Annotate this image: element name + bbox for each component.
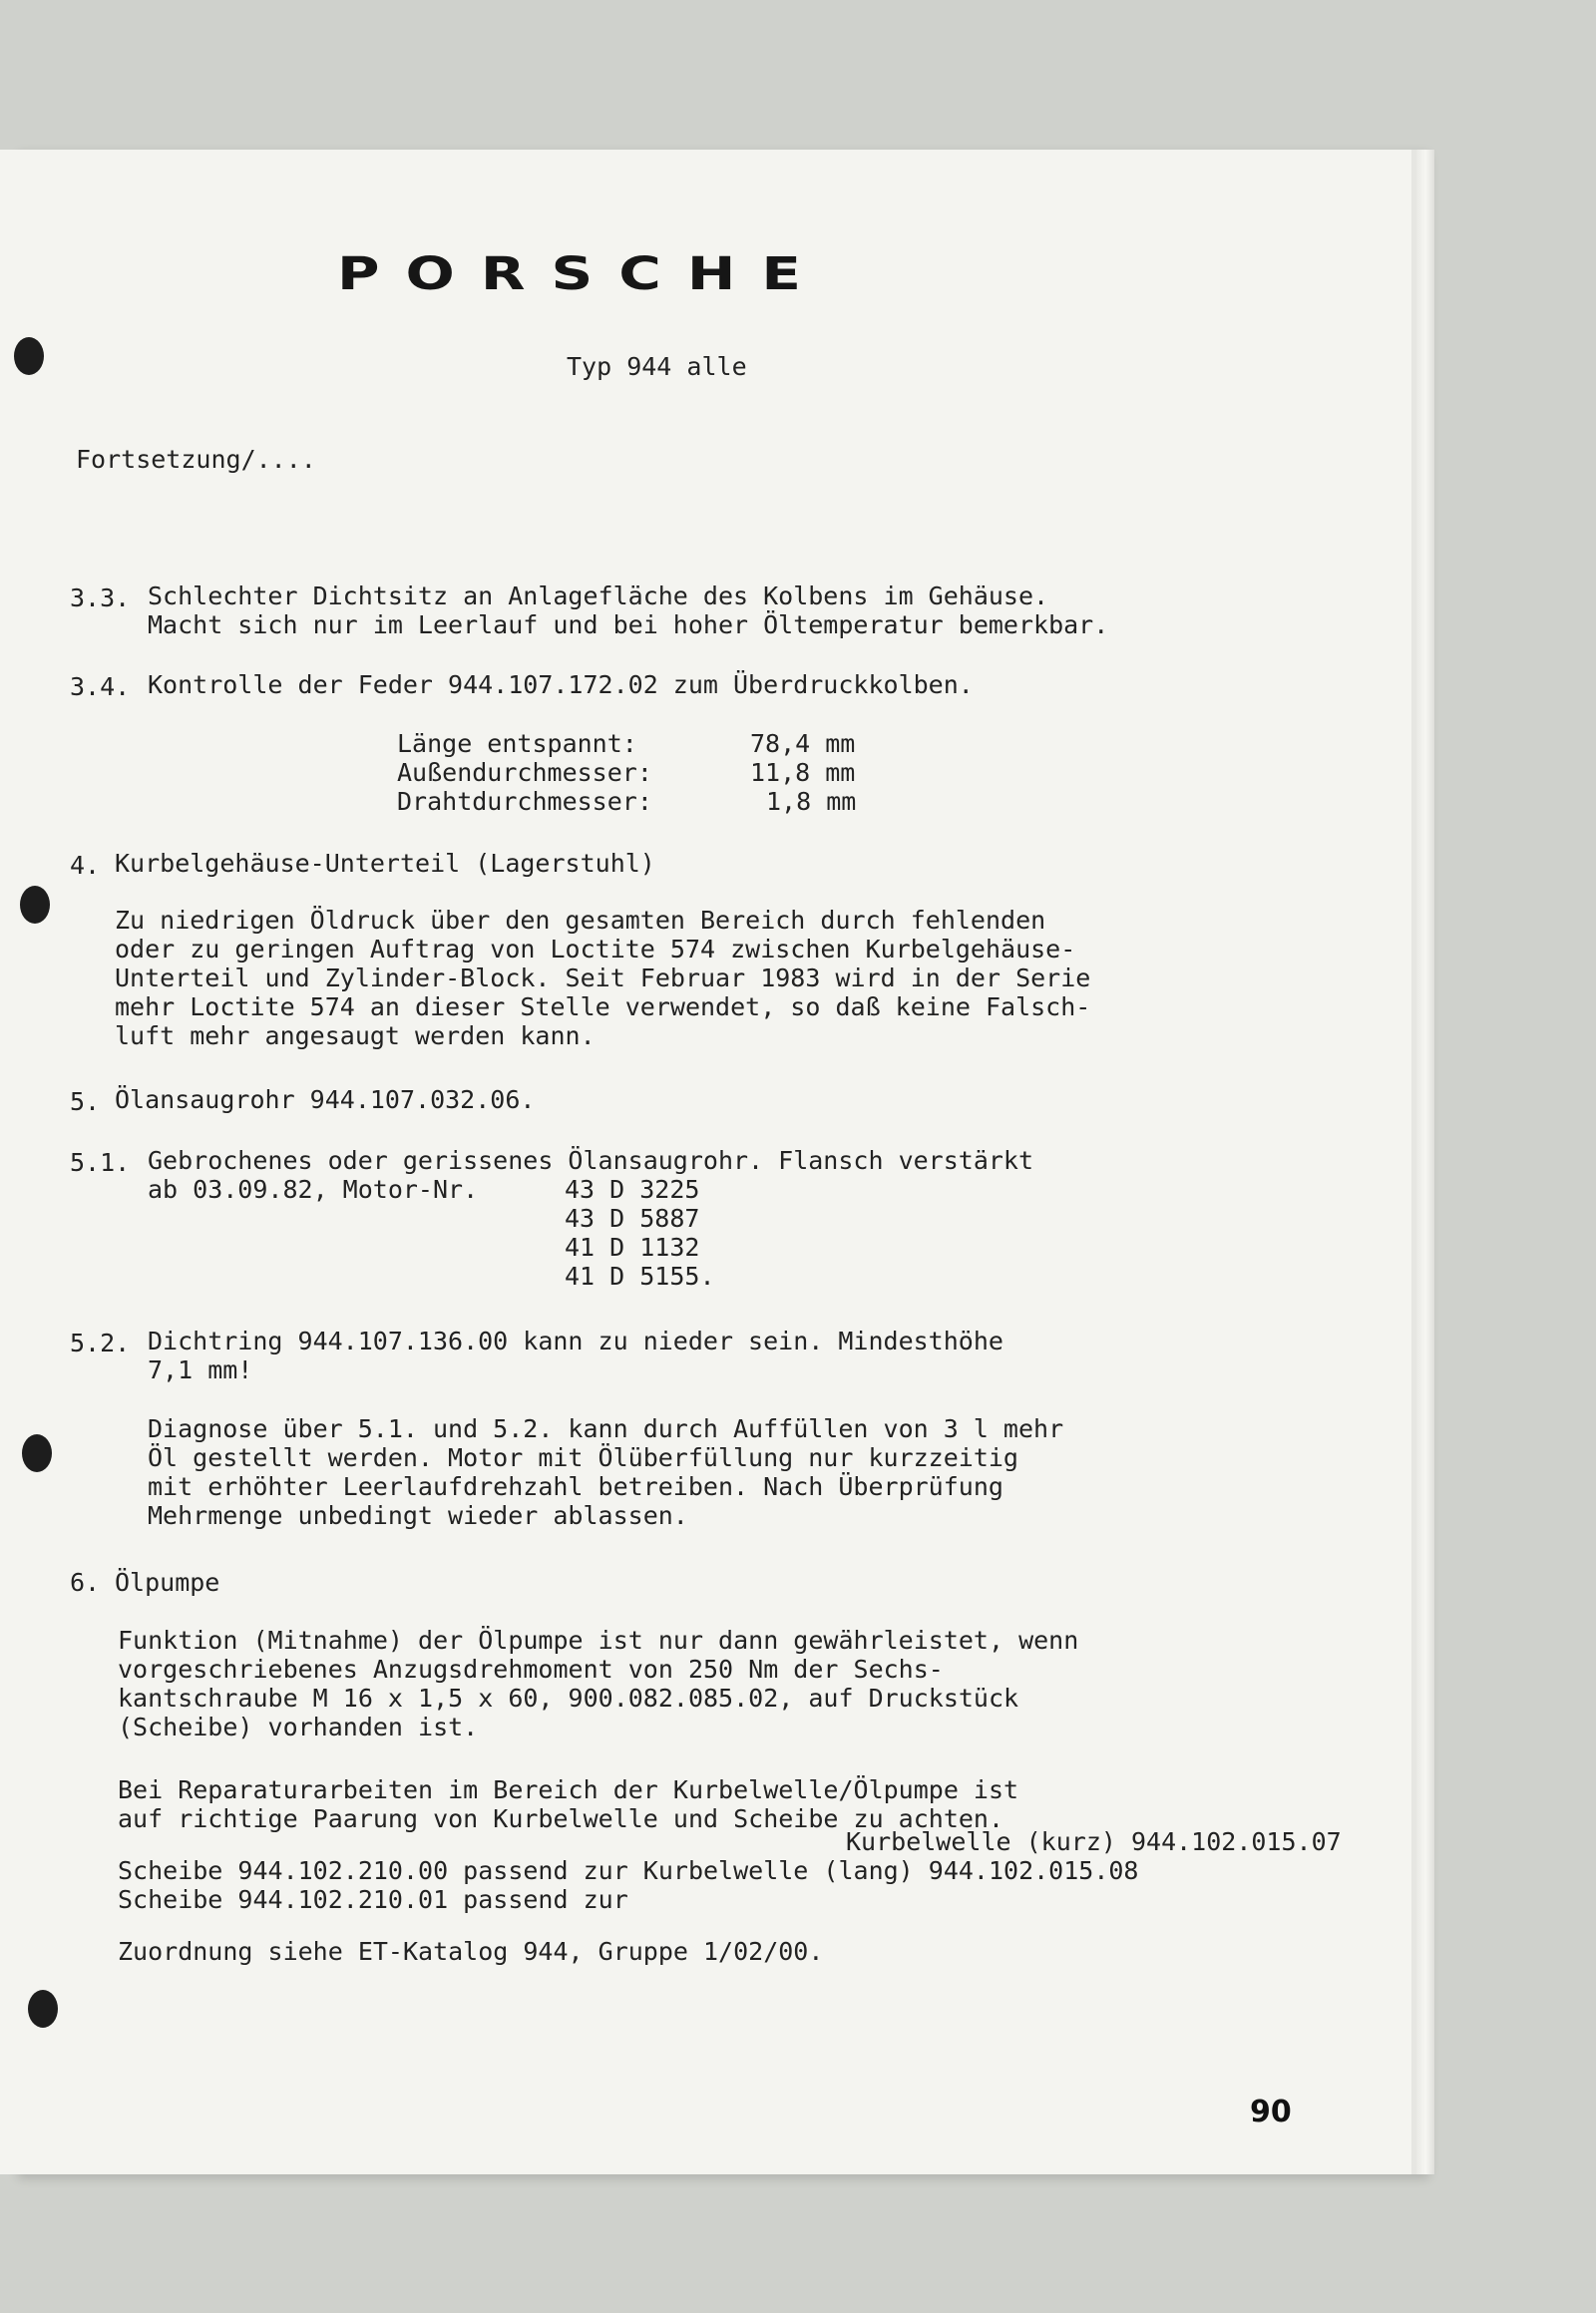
paragraph-line: auf richtige Paarung von Kurbelwelle und Scheibe zu achten.: [118, 1804, 1004, 1833]
paragraph-line: mit erhöhter Leerlaufdrehzahl betreiben. Nach Überprüfung: [148, 1472, 1003, 1501]
binder-hole-1: [14, 337, 44, 375]
continuation-label: Fortsetzung/....: [76, 445, 316, 474]
spec-label: Länge entspannt:: [397, 729, 637, 758]
section-text: 7,1 mm!: [148, 1355, 253, 1384]
spec-label: Drahtdurchmesser:: [397, 787, 652, 816]
section-number: 5.1.: [70, 1148, 131, 1177]
paragraph-line: (Scheibe) vorhanden ist.: [118, 1713, 479, 1741]
spec-value: 78,4 mm: [750, 729, 856, 758]
section-number: 6.: [70, 1568, 101, 1597]
section-text: Gebrochenes oder gerissenes Ölansaugrohr. Flansch verstärkt: [148, 1146, 1034, 1175]
paragraph-line: Funktion (Mitnahme) der Ölpumpe ist nur dann gewährleistet, wenn: [118, 1626, 1079, 1655]
paragraph-line: Zu niedrigen Öldruck über den gesamten Bereich durch fehlenden: [115, 906, 1046, 935]
motor-number: 41 D 5155.: [565, 1262, 715, 1291]
catalog-note: Zuordnung siehe ET-Katalog 944, Gruppe 1/02/00.: [118, 1937, 824, 1966]
binder-hole-3: [22, 1434, 52, 1472]
section-title: Ölpumpe: [115, 1568, 220, 1597]
paragraph-line: kantschraube M 16 x 1,5 x 60, 900.082.085.02, auf Druckstück: [118, 1684, 1019, 1713]
spec-value: 1,8 mm: [766, 787, 857, 816]
motor-number: 41 D 1132: [565, 1233, 700, 1262]
paragraph-line: Mehrmenge unbedingt wieder ablassen.: [148, 1501, 688, 1530]
section-text: Dichtring 944.107.136.00 kann zu nieder sein. Mindesthöhe: [148, 1327, 1003, 1355]
section-title: Ölansaugrohr 944.107.032.06.: [115, 1085, 536, 1114]
section-text: Macht sich nur im Leerlauf und bei hoher Öltemperatur bemerkbar.: [148, 610, 1109, 639]
section-number: 5.2.: [70, 1329, 131, 1357]
paragraph-line: mehr Loctite 574 an dieser Stelle verwendet, so daß keine Falsch-: [115, 992, 1091, 1021]
binder-hole-2: [20, 886, 50, 924]
section-number: 4.: [70, 851, 101, 880]
binder-hole-4: [28, 1990, 58, 2028]
motor-number: 43 D 3225: [565, 1175, 700, 1204]
porsche-logo: PORSCHE: [337, 247, 827, 301]
motor-number: 43 D 5887: [565, 1204, 700, 1233]
type-line: Typ 944 alle: [567, 352, 747, 381]
section-number: 3.3.: [70, 583, 131, 612]
section-text: Kontrolle der Feder 944.107.172.02 zum Überdruckkolben.: [148, 670, 974, 699]
section-number: 5.: [70, 1087, 101, 1116]
section-text: Schlechter Dichtsitz an Anlagefläche des Kolbens im Gehäuse.: [148, 581, 1049, 610]
paragraph-line: Kurbelwelle (kurz) 944.102.015.07: [846, 1827, 1342, 1856]
paragraph-line: Unterteil und Zylinder-Block. Seit Februar 1983 wird in der Serie: [115, 964, 1091, 992]
paragraph-line: Scheibe 944.102.210.01 passend zur: [118, 1885, 628, 1914]
paragraph-line: oder zu geringen Auftrag von Loctite 574 zwischen Kurbelgehäuse-: [115, 935, 1076, 964]
paragraph-line: Scheibe 944.102.210.00 passend zur Kurbelwelle (lang) 944.102.015.08: [118, 1856, 1139, 1885]
paragraph-line: vorgeschriebenes Anzugsdrehmoment von 250 Nm der Sechs-: [118, 1655, 944, 1684]
section-text: ab 03.09.82, Motor-Nr.: [148, 1175, 479, 1204]
paragraph-line: luft mehr angesaugt werden kann.: [115, 1021, 596, 1050]
paragraph-line: Bei Reparaturarbeiten im Bereich der Kurbelwelle/Ölpumpe ist: [118, 1775, 1019, 1804]
page-number: 90: [1250, 2095, 1292, 2129]
section-number: 3.4.: [70, 672, 131, 701]
section-title: Kurbelgehäuse-Unterteil (Lagerstuhl): [115, 849, 655, 878]
page-stack-edge: [1416, 150, 1434, 2174]
paragraph-line: Öl gestellt werden. Motor mit Ölüberfüllung nur kurzzeitig: [148, 1443, 1018, 1472]
spec-label: Außendurchmesser:: [397, 758, 652, 787]
paragraph-line: Diagnose über 5.1. und 5.2. kann durch Auffüllen von 3 l mehr: [148, 1414, 1064, 1443]
spec-value: 11,8 mm: [750, 758, 856, 787]
